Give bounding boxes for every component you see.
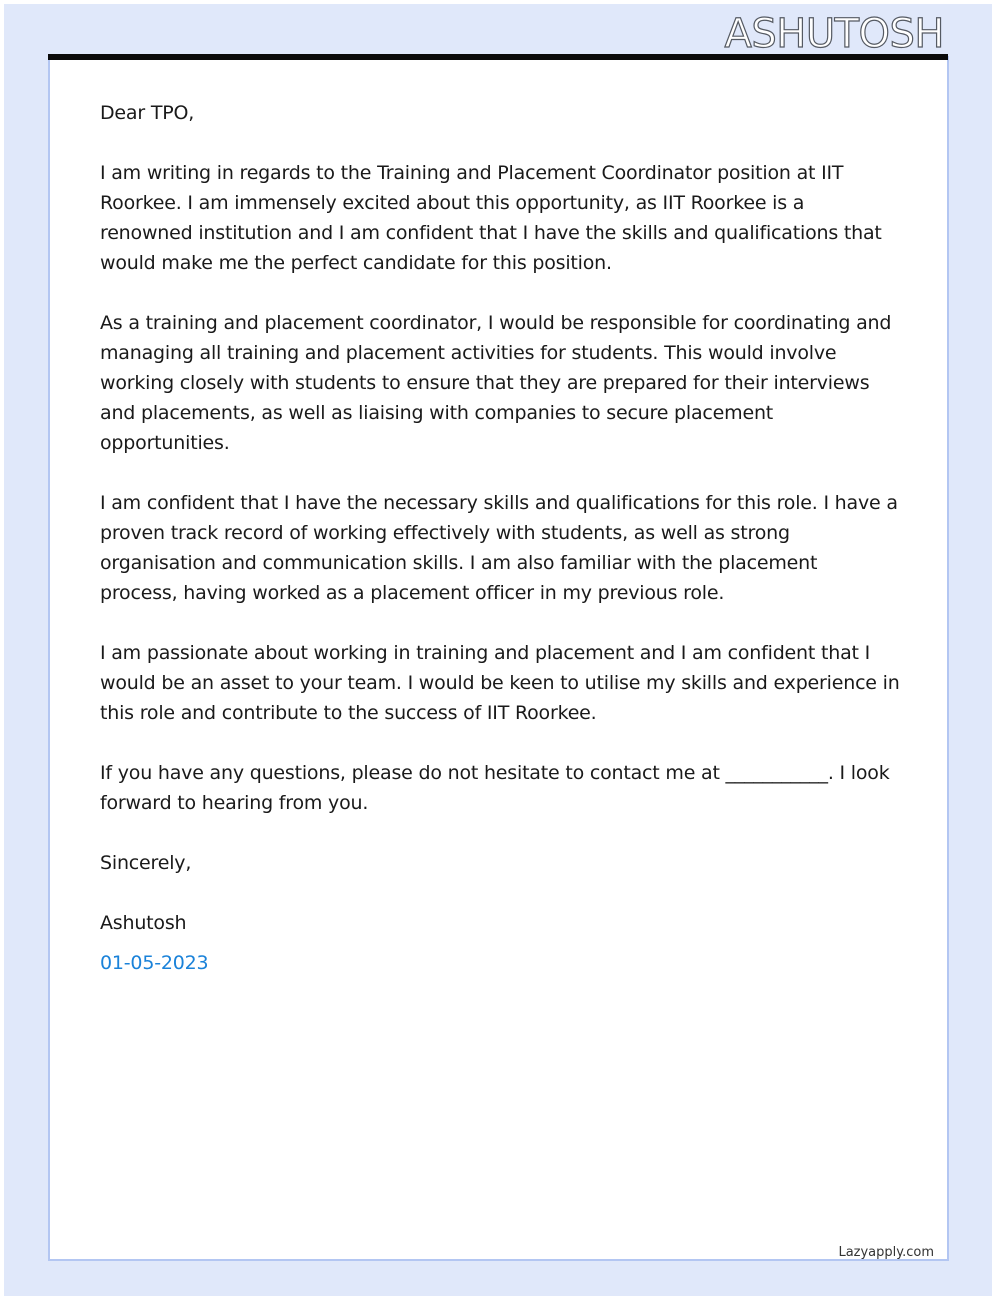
letter-date: 01-05-2023: [100, 952, 209, 974]
closing: Sincerely,: [100, 852, 192, 874]
letter-paragraph-1: I am writing in regards to the Training and Placement Coordinator position at IIT Roorkee. I am immensely excited about this opportunity, as IIT Roorkee is a renowned institution and I am confident that I have the skills and qualifications that would make me the perfect candidate for this position.: [100, 162, 882, 274]
letter-paragraph-4: I am passionate about working in training and placement and I am confident that I would be an asset to your team. I would be keen to utilise my skills and experience in this role and contribute to the success of IIT Roorkee.: [100, 642, 900, 724]
letter-body: [100, 98, 900, 1008]
letter-paragraph-3: I am confident that I have the necessary skills and qualifications for this role. I have a proven track record of working effectively with students, as well as strong organisation and communication skills. I am also familiar with the placement process, having worked as a placement officer in my previous role.: [100, 492, 898, 604]
letter-paragraph-5: If you have any questions, please do not hesitate to contact me at ___________. I look forward to hearing from you.: [100, 762, 890, 814]
salutation: Dear TPO,: [100, 102, 195, 124]
watermark-link[interactable]: Lazyapply.com: [838, 1245, 934, 1260]
signature-name: Ashutosh: [100, 912, 187, 934]
letter-paragraph-2: As a training and placement coordinator, I would be responsible for coordinating and managing all training and placement activities for students. This would involve working closely with students to ensure that they are prepared for their interviews and placements, as well as liaising with companies to secure placement opportunities.: [100, 312, 892, 454]
sender-name-heading: ASHUTOSH: [724, 11, 944, 57]
